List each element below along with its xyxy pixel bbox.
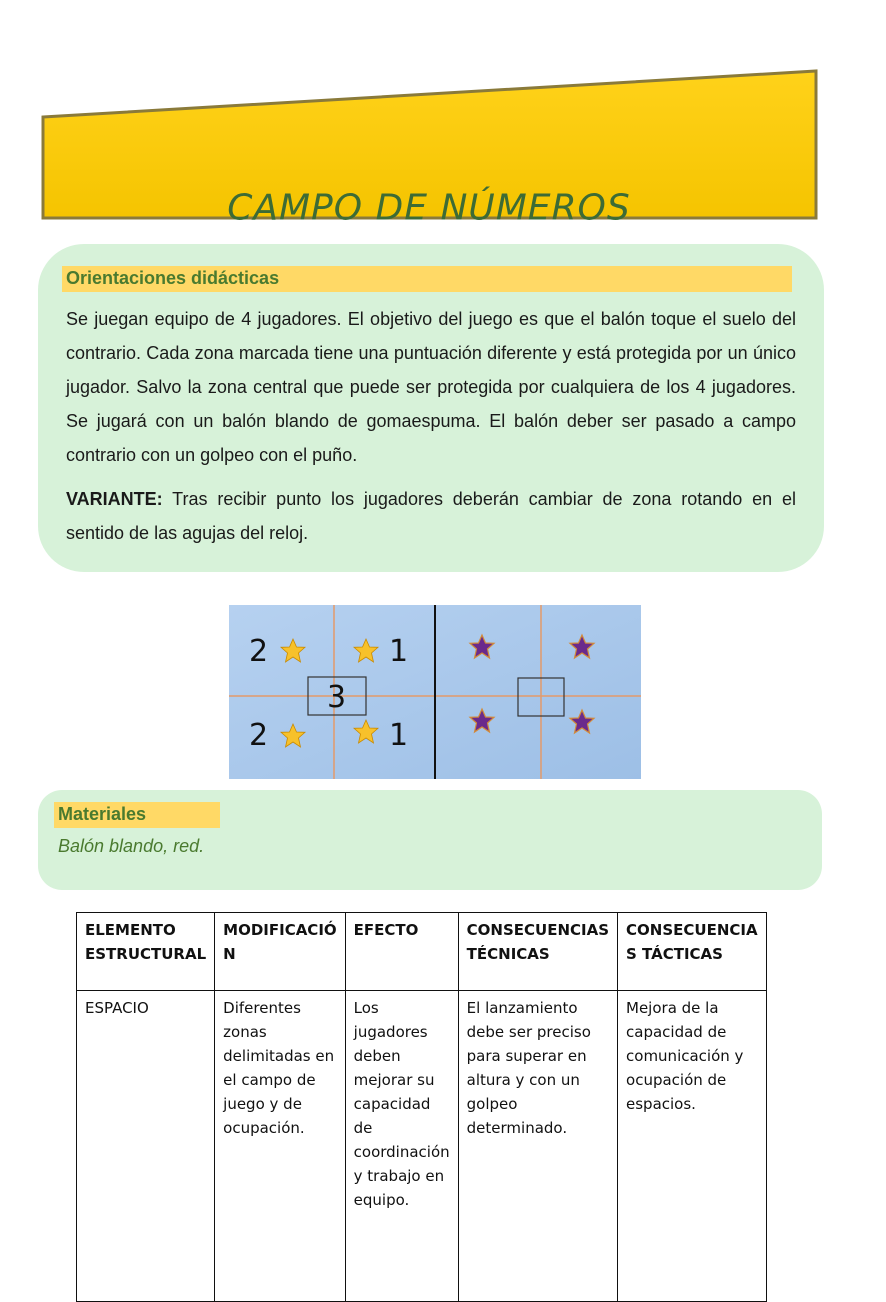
zone-number: 2 <box>249 634 269 669</box>
header-cell: MODIFICACIÓ N <box>215 913 346 991</box>
table-cell: Mejora de la capacidad de comunicación y ocupación de espacios. <box>618 991 767 1302</box>
center-zone-number: 3 <box>327 680 347 715</box>
table-cell: ESPACIO <box>77 991 215 1302</box>
field-svg <box>229 605 641 779</box>
page-title: CAMPO DE NÚMEROS <box>227 187 631 229</box>
materials-heading: Materiales <box>54 802 220 828</box>
consequences-table <box>76 912 767 1302</box>
orientations-panel <box>38 244 824 572</box>
orientations-paragraph: Se juegan equipo de 4 jugadores. El objetivo del juego es que el balón toque el suelo del contrario. Cada zona marcada tiene una puntuación diferente y está protegida por un único jugador. Salvo la zona central que puede ser protegida por cualquiera de los 4 jugadores. Se jugará con un balón blando de gomaespuma. El balón deber ser pasado a campo contrario con un golpeo con el puño. <box>66 309 796 465</box>
variant-paragraph <box>66 482 796 550</box>
table-cell: El lanzamiento debe ser preciso para superar en altura y con un golpeo determinado. <box>458 991 617 1302</box>
table-row <box>77 991 767 1302</box>
orientations-body <box>66 302 796 550</box>
table-cell: Los jugadores deben mejorar su capacidad de coordinación y trabajo en equipo. <box>345 991 458 1302</box>
materials-panel <box>38 790 822 890</box>
materials-text: Balón blando, red. <box>58 836 205 856</box>
orientations-heading: Orientaciones didácticas <box>62 266 792 292</box>
header-cell: EFECTO <box>345 913 458 991</box>
header-cell: CONSECUENCIA S TÁCTICAS <box>618 913 767 991</box>
zone-number: 2 <box>249 718 269 753</box>
zone-number: 1 <box>389 718 409 753</box>
zone-number: 1 <box>389 634 409 669</box>
variant-text: Tras recibir punto los jugadores deberán cambiar de zona rotando en el sentido de las agujas del reloj. <box>66 489 796 543</box>
header-cell: ELEMENTO ESTRUCTURAL <box>77 913 215 991</box>
field-diagram <box>229 605 641 779</box>
table-header-row <box>77 913 767 991</box>
title-banner <box>40 68 818 229</box>
header-cell: CONSECUENCIAS TÉCNICAS <box>458 913 617 991</box>
table-cell: Diferentes zonas delimitadas en el campo de juego y de ocupación. <box>215 991 346 1302</box>
variant-label: VARIANTE: <box>66 489 163 509</box>
